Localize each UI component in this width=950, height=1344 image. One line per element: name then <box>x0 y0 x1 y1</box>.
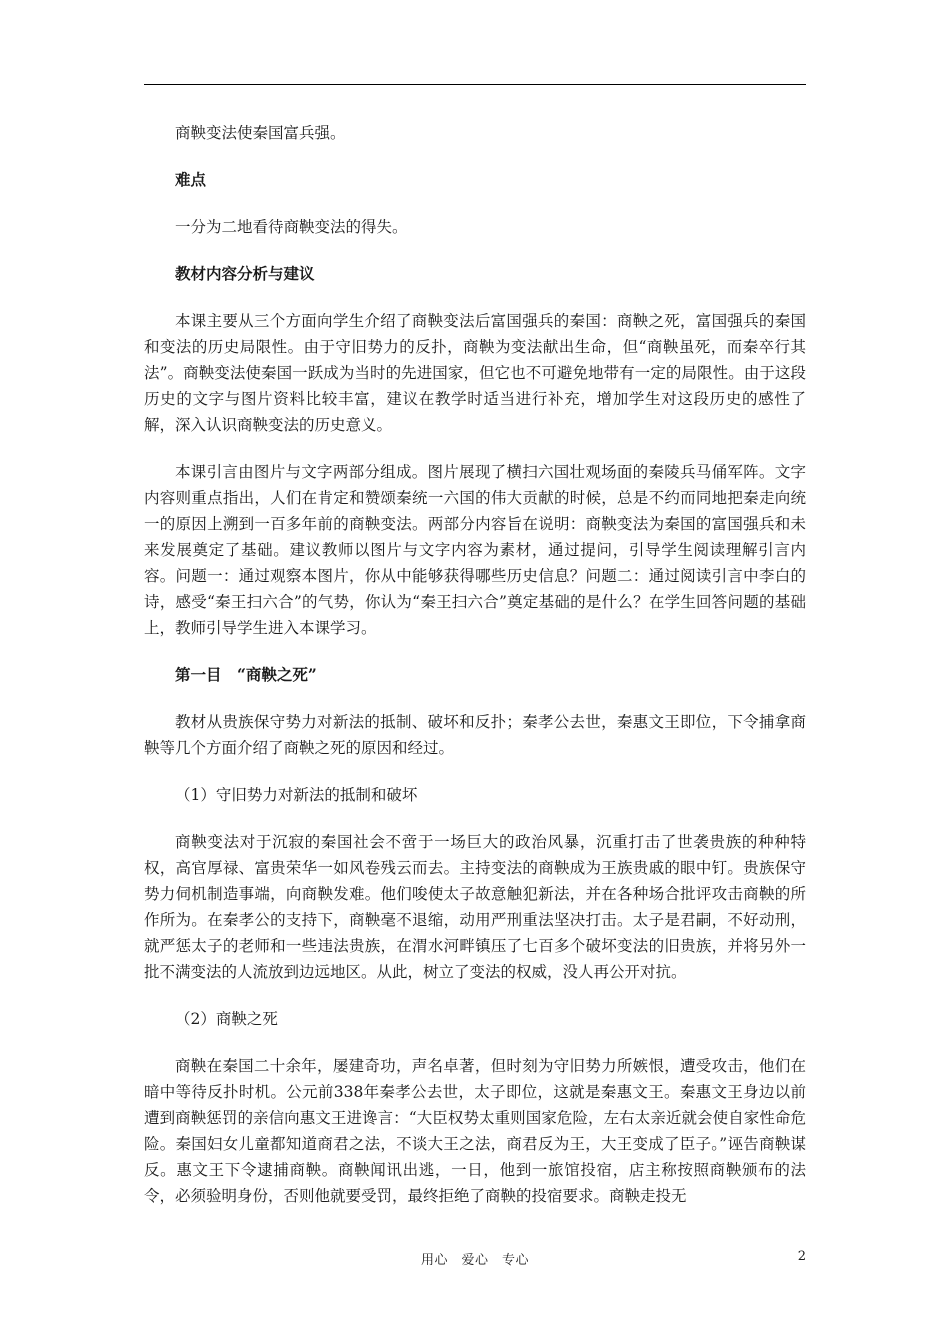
paragraph-difficulty: 一分为二地看待商鞅变法的得失。 <box>175 218 408 236</box>
page-body <box>144 120 806 1230</box>
paragraph-resistance: 商鞅变法对于沉寂的秦国社会不啻于一场巨大的政治风暴，沉重打击了世袭贵族的种种特权，高官厚禄、富贵荣华一如风卷残云而去。主持变法的商鞅成为王族贵戚的眼中钉。贵族保守势力伺机制造事端，向商鞅发难。他们唆使太子故意触犯新法，并在各种场合批评攻击商鞅的所作所为。在秦孝公的支持下，商鞅毫不退缩，动用严刑重法坚决打击。太子是君嗣，不好动刑，就严惩太子的老师和一些违法贵族，在渭水河畔镇压了七百多个破坏变法的旧贵族，并将另外一批不满变法的人流放到边远地区。从此，树立了变法的权威，没人再公开对抗。 <box>144 833 806 981</box>
paragraph-summary: 商鞅变法使秦国富兵强。 <box>175 124 346 142</box>
subheading-resistance: （1）守旧势力对新法的抵制和破坏 <box>175 786 418 804</box>
page-number: 2 <box>797 1249 806 1264</box>
heading-difficulty: 难点 <box>175 170 207 189</box>
paragraph-lesson-overview: 本课主要从三个方面向学生介绍了商鞅变法后富国强兵的秦国：商鞅之死，富国强兵的秦国和变法的历史局限性。由于守旧势力的反扑，商鞅为变法献出生命，但“商鞅虽死，而秦卒行其法”。商鞅变法使秦国一跃成为当时的先进国家，但它也不可避免地带有一定的局限性。由于这段历史的文字与图片资料比较丰富，建议在教学时适当进行补充，增加学生对这段历史的感性了解，深入认识商鞅变法的历史意义。 <box>144 312 806 434</box>
subheading-death: （2）商鞅之死 <box>175 1010 278 1028</box>
heading-section-one: 第一目 “商鞅之死” <box>175 665 317 684</box>
header-rule <box>144 84 806 85</box>
paragraph-section-intro: 教材从贵族保守势力对新法的抵制、破坏和反扑；秦孝公去世，秦惠文王即位，下令捕拿商鞅等几个方面介绍了商鞅之死的原因和经过。 <box>144 713 806 757</box>
heading-content-analysis: 教材内容分析与建议 <box>175 264 315 283</box>
paragraph-introduction: 本课引言由图片与文字两部分组成。图片展现了横扫六国壮观场面的秦陵兵马俑军阵。文字内容则重点指出，人们在肯定和赞颂秦统一六国的伟大贡献的时候，总是不约而同地把秦走向统一的原因上溯到一百多年前的商鞅变法。两部分内容旨在说明：商鞅变法为秦国的富国强兵和未来发展奠定了基础。建议教师以图片与文字内容为素材，通过提问，引导学生阅读理解引言内容。问题一：通过观察本图片，你从中能够获得哪些历史信息？问题二：通过阅读引言中李白的诗，感受“秦王扫六合”的气势，你认为“秦王扫六合”奠定基础的是什么？在学生回答问题的基础上，教师引导学生进入本课学习。 <box>144 463 806 637</box>
footer-motto: 用心 爱心 专心 <box>420 1253 529 1268</box>
paragraph-death: 商鞅在秦国二十余年，屡建奇功，声名卓著，但时刻为守旧势力所嫉恨，遭受攻击，他们在暗中等待反扑时机。公元前338年秦孝公去世，太子即位，这就是秦惠文王。秦惠文王身边以前遭到商鞅惩罚的亲信向惠文王进谗言：“大臣权势太重则国家危险，左右太亲近就会使自家性命危险。秦国妇女儿童都知道商君之法，不谈大王之法，商君反为王，大王变成了臣子。”诬告商鞅谋反。惠文王下令逮捕商鞅。商鞅闻讯出逃，一日，他到一旅馆投宿，店主称按照商鞅颁布的法令，必须验明身份，否则他就要受罚，最终拒绝了商鞅的投宿要求。商鞅走投无 <box>144 1057 806 1205</box>
